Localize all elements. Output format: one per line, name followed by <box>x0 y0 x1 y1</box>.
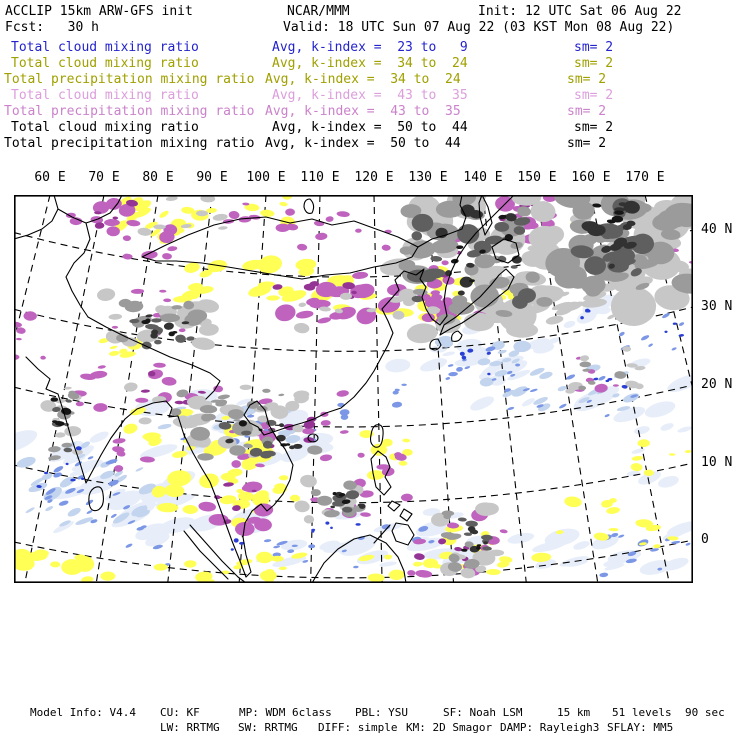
center-name: NCAR/MMM <box>287 4 350 19</box>
legend-smoothing-value: sm= 2 <box>574 120 614 135</box>
legend-kindex-stat: Avg, k-index = 23 to 9 <box>272 40 468 55</box>
x-axis-tick-label: 110 E <box>300 170 340 185</box>
legend-field-label: Total precipitation mixing ratio <box>4 104 255 119</box>
init-time: Init: 12 UTC Sat 06 Aug 22 <box>478 4 682 19</box>
footer-config-item: PBL: YSU <box>355 706 408 719</box>
legend-field-label: Total cloud mixing ratio <box>11 88 199 103</box>
footer-config-item: CU: KF <box>160 706 200 719</box>
footer-config-item: 15 km <box>557 706 591 719</box>
x-axis-tick-label: 140 E <box>463 170 503 185</box>
legend-kindex-stat: Avg, k-index = 34 to 24 <box>272 56 468 71</box>
x-axis-tick-label: 170 E <box>625 170 665 185</box>
y-axis-tick-label: 10 N <box>701 455 733 470</box>
x-axis-tick-label: 70 E <box>88 170 120 185</box>
y-axis-tick-label: 20 N <box>701 377 733 392</box>
valid-time: Valid: 18 UTC Sun 07 Aug 22 (03 KST Mon 08 Aug 22) <box>283 20 675 35</box>
x-axis-tick-label: 100 E <box>246 170 286 185</box>
footer-config-item: DAMP: Rayleigh3 <box>500 721 600 734</box>
legend-smoothing-value: sm= 2 <box>567 136 607 151</box>
footer-config-item: SF: Noah LSM <box>443 706 523 719</box>
x-axis-tick-label: 90 E <box>196 170 228 185</box>
legend-smoothing-value: sm= 2 <box>567 72 607 87</box>
footer-config-item: Model Info: V4.4 <box>30 706 136 719</box>
x-axis-tick-label: 150 E <box>517 170 557 185</box>
y-axis-tick-label: 40 N <box>701 222 733 237</box>
legend-kindex-stat: Avg, k-index = 50 to 44 <box>265 136 461 151</box>
footer-config-item: DIFF: simple <box>318 721 398 734</box>
y-axis-tick-label: 0 <box>701 532 709 547</box>
legend-field-label: Total precipitation mixing ratio <box>4 72 255 87</box>
footer-config-item: MP: WDM 6class <box>239 706 332 719</box>
x-axis-tick-label: 120 E <box>354 170 394 185</box>
legend-kindex-stat: Avg, k-index = 34 to 24 <box>265 72 461 87</box>
legend-smoothing-value: sm= 2 <box>574 56 614 71</box>
legend-kindex-stat: Avg, k-index = 43 to 35 <box>265 104 461 119</box>
legend-smoothing-value: sm= 2 <box>567 104 607 119</box>
legend-field-label: Total cloud mixing ratio <box>11 56 199 71</box>
model-title: ACCLIP 15km ARW-GFS init <box>5 4 193 19</box>
legend-kindex-stat: Avg, k-index = 50 to 44 <box>272 120 468 135</box>
legend-kindex-stat: Avg, k-index = 43 to 35 <box>272 88 468 103</box>
footer-config-item: LW: RRTMG <box>160 721 220 734</box>
footer-config-item: SFLAY: MM5 <box>607 721 674 734</box>
x-axis-tick-label: 130 E <box>408 170 448 185</box>
legend-field-label: Total cloud mixing ratio <box>11 120 199 135</box>
y-axis-tick-label: 30 N <box>701 299 733 314</box>
forecast-hour: Fcst: 30 h <box>5 20 99 35</box>
map-canvas <box>14 195 693 583</box>
footer-config-item: 51 levels <box>612 706 672 719</box>
x-axis-tick-label: 60 E <box>34 170 66 185</box>
legend-smoothing-value: sm= 2 <box>574 88 614 103</box>
legend-field-label: Total cloud mixing ratio <box>11 40 199 55</box>
x-axis-tick-label: 160 E <box>571 170 611 185</box>
legend-smoothing-value: sm= 2 <box>574 40 614 55</box>
footer-config-item: KM: 2D Smagor <box>406 721 493 734</box>
footer-config-item: SW: RRTMG <box>238 721 298 734</box>
x-axis-tick-label: 80 E <box>142 170 174 185</box>
footer-config-item: 90 sec <box>685 706 725 719</box>
legend-field-label: Total precipitation mixing ratio <box>4 136 255 151</box>
